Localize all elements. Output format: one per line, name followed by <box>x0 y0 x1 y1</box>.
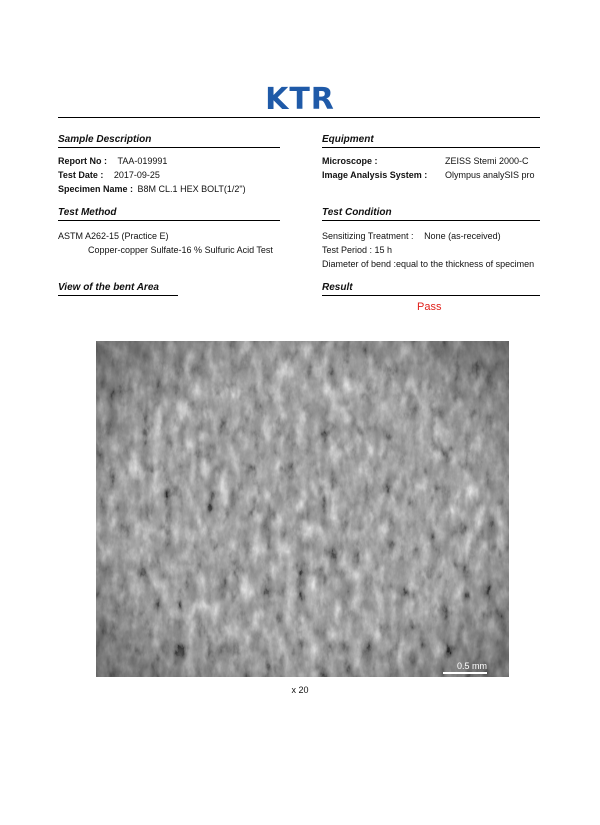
specimen-name-row <box>58 183 246 195</box>
test-condition-title: Test Condition <box>322 207 540 221</box>
view-bent-area-title: View of the bent Area <box>58 282 178 296</box>
specimen-name-value: B8M CL.1 HEX BOLT(1/2") <box>137 184 246 194</box>
micrograph-texture <box>96 341 509 677</box>
ktr-logo: KTR <box>265 82 335 117</box>
sensitizing-value: None (as-received) <box>424 231 501 241</box>
header-divider <box>58 117 540 118</box>
analysis-system-value: Olympus analySIS pro <box>445 170 535 180</box>
specimen-name-label: Specimen Name : <box>58 184 134 194</box>
report-no-row <box>58 155 167 167</box>
micrograph-image <box>96 341 509 677</box>
bend-diameter: Diameter of bend :equal to the thickness of specimen <box>322 259 535 269</box>
test-method-title: Test Method <box>58 207 280 221</box>
scale-bar <box>443 672 487 674</box>
test-period: Test Period : 15 h <box>322 245 393 255</box>
analysis-system-label: Image Analysis System : <box>322 170 428 180</box>
sensitizing-row <box>322 230 501 242</box>
scale-label: 0.5 mm <box>456 661 487 671</box>
sample-description-title: Sample Description <box>58 134 280 148</box>
test-date-row <box>58 169 160 181</box>
test-method-description: Copper-copper Sulfate-16 % Sulfuric Acid Test <box>88 245 273 255</box>
result-title: Result <box>322 282 540 296</box>
test-date-value: 2017-09-25 <box>113 170 160 180</box>
sensitizing-label: Sensitizing Treatment : <box>322 231 414 241</box>
magnification-label: x 20 <box>291 685 309 695</box>
microscope-label: Microscope : <box>322 156 378 166</box>
test-date-label: Test Date : <box>58 170 104 180</box>
microscope-value: ZEISS Stemi 2000-C <box>445 156 529 166</box>
result-value: Pass <box>417 301 442 313</box>
equipment-title: Equipment <box>322 134 540 148</box>
report-no-label: Report No : <box>58 156 107 166</box>
test-method-standard: ASTM A262-15 (Practice E) <box>58 231 169 241</box>
report-no-value: TAA-019991 <box>117 156 168 166</box>
